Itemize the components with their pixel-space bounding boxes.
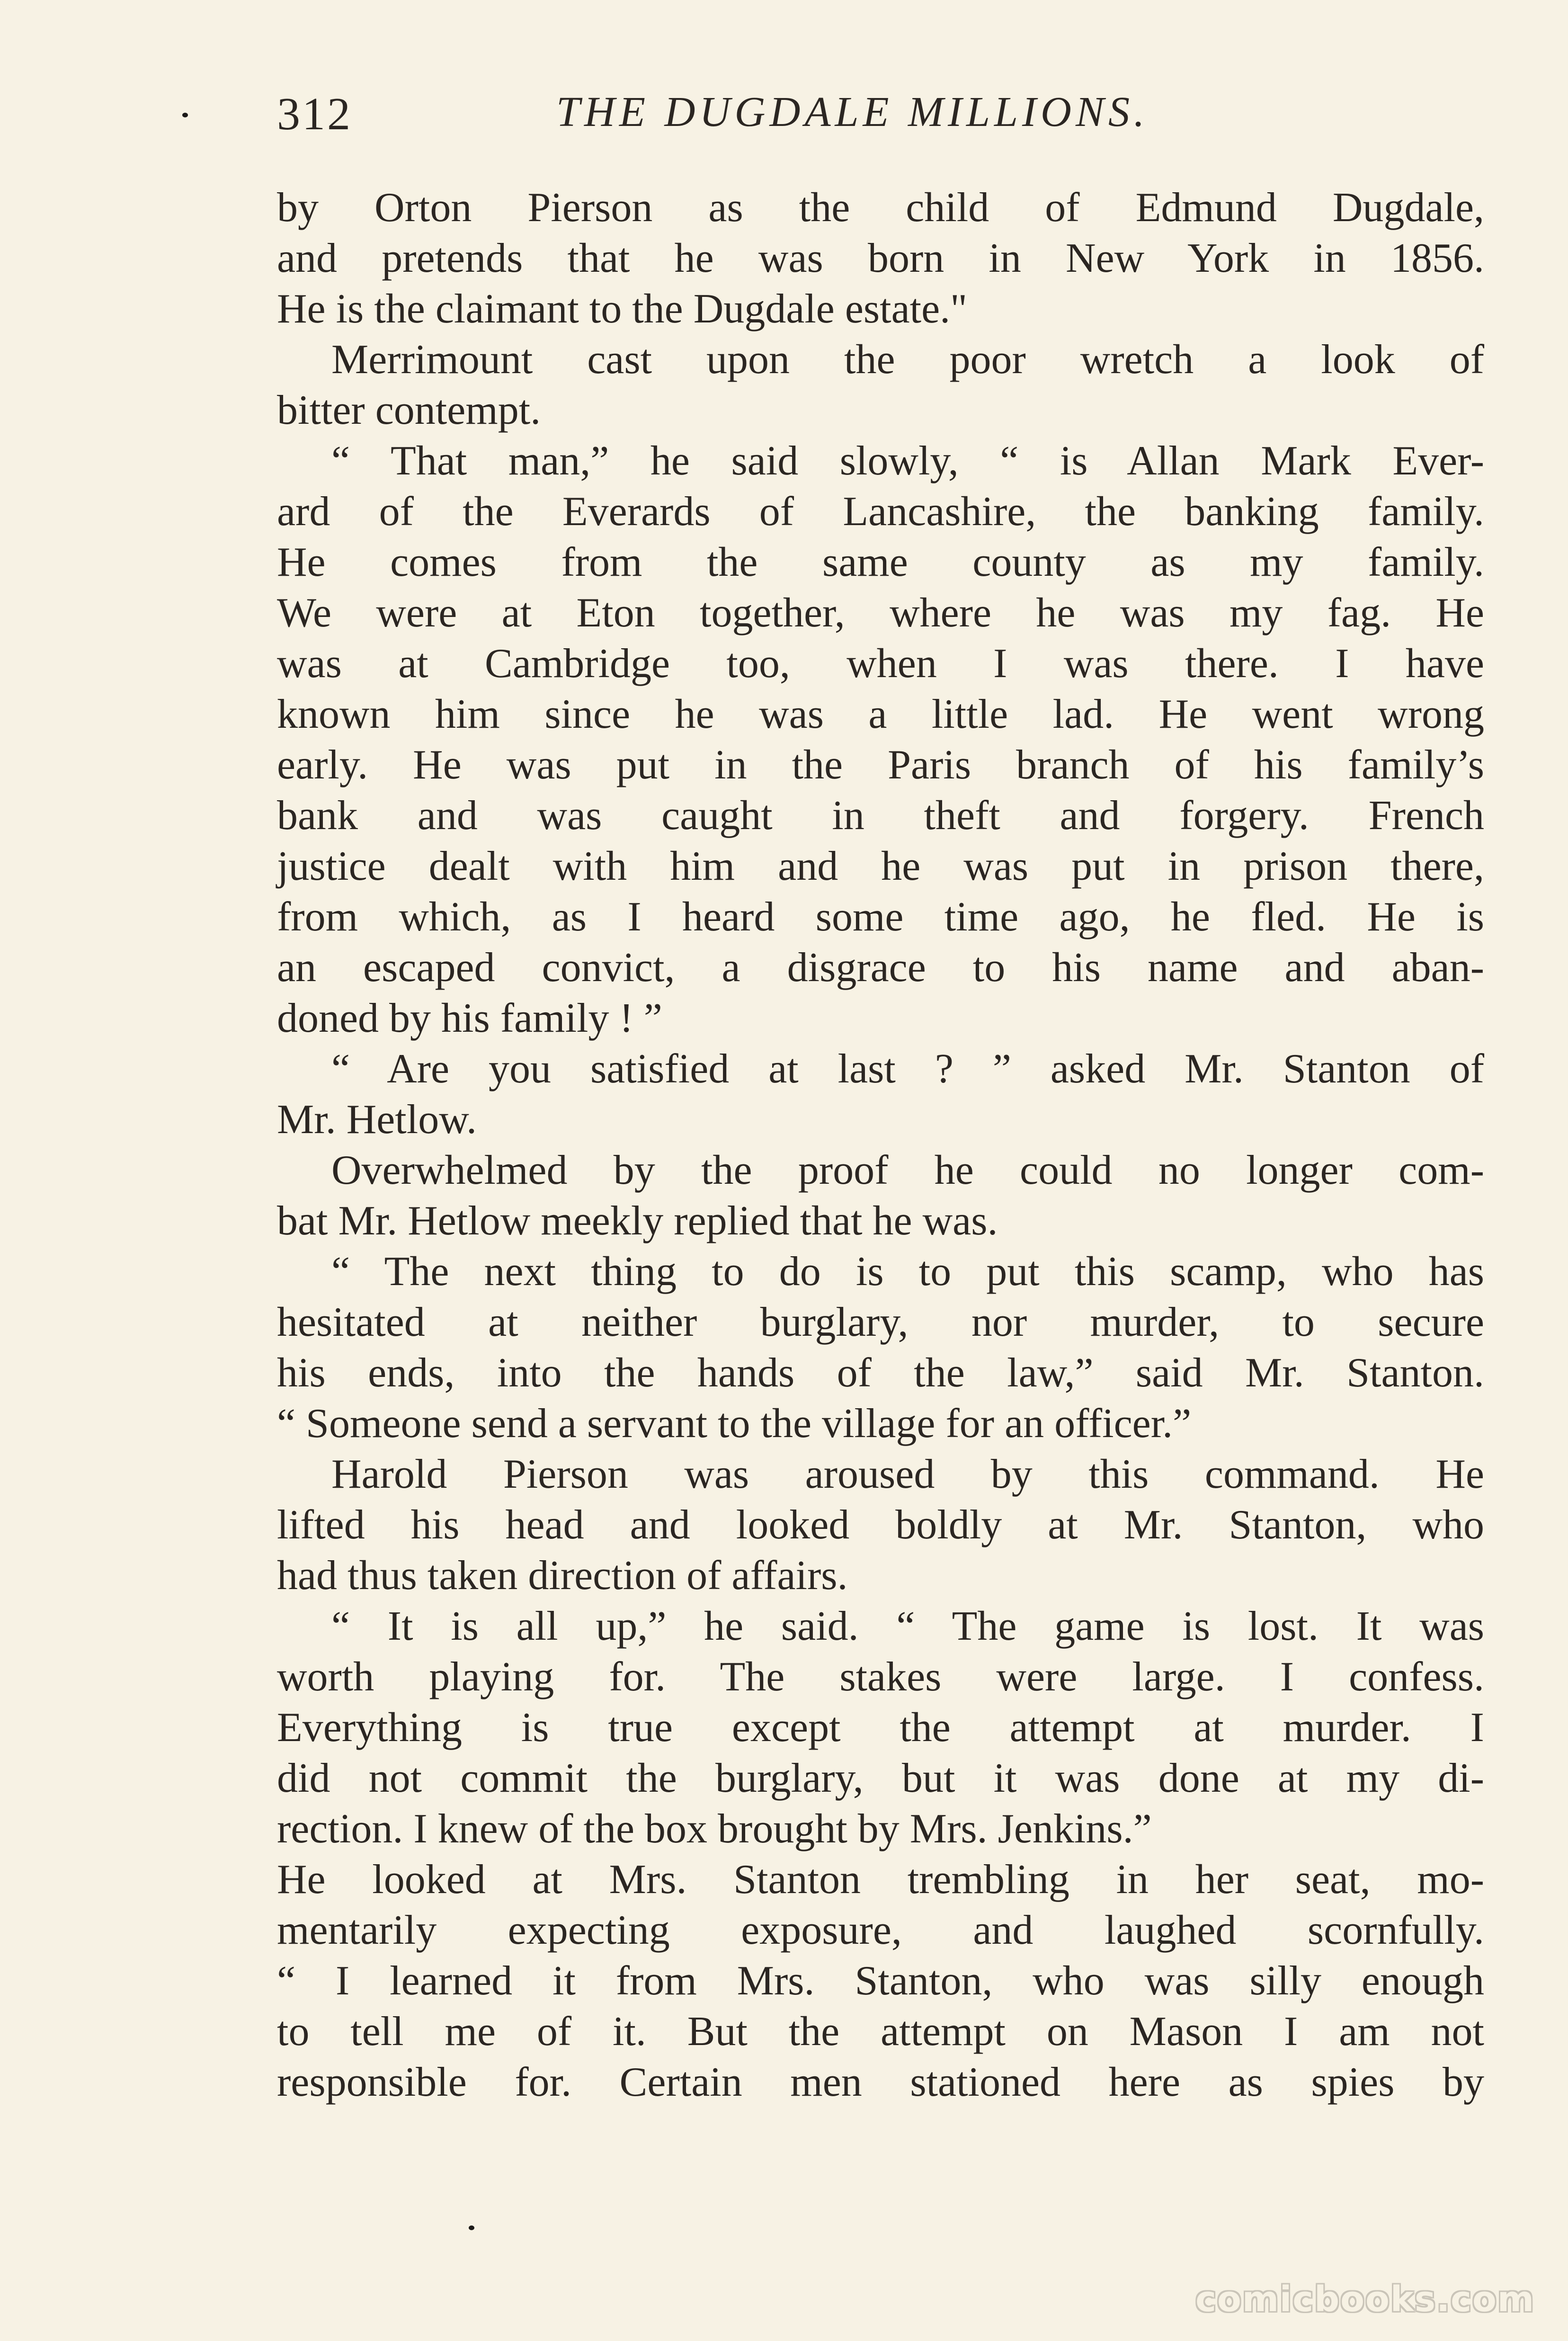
text-line: was at Cambridge too, when I was there. I have xyxy=(277,641,1484,687)
text-line: did not commit the burglary, but it was done at my di- xyxy=(277,1755,1484,1801)
text-line: bank and was caught in theft and forgery. French xyxy=(277,793,1484,839)
text-line: lifted his head and looked boldly at Mr. Stanton, who xyxy=(277,1502,1484,1548)
text-line: and pretends that he was born in New York in 1856. xyxy=(277,235,1484,281)
text-line: from which, as I heard some time ago, he fled. He is xyxy=(277,894,1484,940)
text-line: ard of the Everards of Lancashire, the banking family. xyxy=(277,489,1484,535)
text-line: We were at Eton together, where he was my fag. He xyxy=(277,590,1484,636)
text-line: mentarily expecting exposure, and laughed scornfully. xyxy=(277,1907,1484,1953)
text-line: bat Mr. Hetlow meekly replied that he was. xyxy=(277,1198,998,1244)
text-line: his ends, into the hands of the law,” said Mr. Stanton. xyxy=(277,1350,1484,1396)
text-line: to tell me of it. But the attempt on Mason I am not xyxy=(277,2009,1484,2055)
page-header xyxy=(277,83,1484,149)
body-text xyxy=(277,182,1484,2108)
text-line: He looked at Mrs. Stanton trembling in her seat, mo- xyxy=(277,1857,1484,1903)
text-line: Harold Pierson was aroused by this command. He xyxy=(331,1451,1484,1497)
text-line: an escaped convict, a disgrace to his name and aban- xyxy=(277,945,1484,991)
page-number: 312 xyxy=(277,89,352,140)
text-line: “ I learned it from Mrs. Stanton, who was silly enough xyxy=(277,1958,1484,2004)
text-line: Everything is true except the attempt at murder. I xyxy=(277,1705,1484,1751)
text-line: He comes from the same county as my family. xyxy=(277,539,1484,585)
text-line: early. He was put in the Paris branch of his family’s xyxy=(277,742,1484,788)
text-line: “ Someone send a servant to the village for an officer.” xyxy=(277,1401,1192,1447)
text-line: had thus taken direction of affairs. xyxy=(277,1553,848,1599)
text-line: rection. I knew of the box brought by Mrs. Jenkins.” xyxy=(277,1806,1152,1852)
text-line: responsible for. Certain men stationed here as spies by xyxy=(277,2059,1484,2105)
running-head: THE DUGDALE MILLIONS. xyxy=(556,89,1149,135)
text-line: known him since he was a little lad. He went wrong xyxy=(277,691,1484,737)
text-line: Mr. Hetlow. xyxy=(277,1097,477,1143)
text-line: “ It is all up,” he said. “ The game is lost. It was xyxy=(331,1603,1484,1649)
text-line: worth playing for. The stakes were large. I confess. xyxy=(277,1654,1484,1700)
text-line: hesitated at neither burglary, nor murder, to secure xyxy=(277,1299,1484,1345)
text-line: He is the claimant to the Dugdale estate." xyxy=(277,286,968,332)
text-line: justice dealt with him and he was put in prison there, xyxy=(277,843,1484,889)
text-line: “ The next thing to do is to put this scamp, who has xyxy=(331,1249,1484,1295)
text-line: bitter contempt. xyxy=(277,387,541,433)
ink-speck xyxy=(182,113,188,117)
text-line: Merrimount cast upon the poor wretch a look of xyxy=(331,337,1484,383)
text-line: by Orton Pierson as the child of Edmund Dugdale, xyxy=(277,185,1484,231)
text-line: Overwhelmed by the proof he could no longer com- xyxy=(331,1147,1484,1193)
text-line: “ Are you satisfied at last ? ” asked Mr. Stanton of xyxy=(331,1046,1484,1092)
ink-speck xyxy=(469,2225,474,2230)
text-line: “ That man,” he said slowly, “ is Allan Mark Ever- xyxy=(331,438,1484,484)
text-line: doned by his family ! ” xyxy=(277,995,662,1041)
watermark: comicbooks.com xyxy=(1195,2279,1535,2320)
